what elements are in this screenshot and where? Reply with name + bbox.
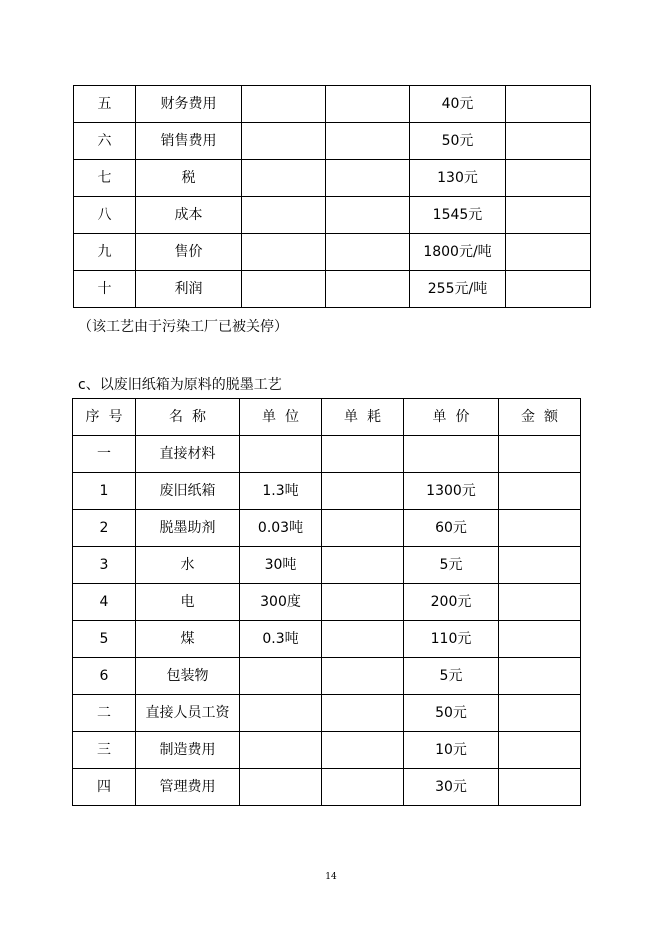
unit-cell: [242, 234, 326, 271]
consumption-cell: [322, 584, 404, 621]
column-header: 单 耗: [322, 399, 404, 436]
price-cell: 50元: [410, 123, 506, 160]
seq-cell: 六: [74, 123, 136, 160]
seq-cell: 6: [73, 658, 136, 695]
deinking-cost-table: [72, 398, 581, 806]
seq-cell: 4: [73, 584, 136, 621]
name-cell: 财务费用: [136, 86, 242, 123]
table-row: [73, 510, 581, 547]
amount-cell: [506, 234, 591, 271]
table-row: [73, 473, 581, 510]
unit-cell: 30吨: [240, 547, 322, 584]
name-cell: 直接人员工资: [136, 695, 240, 732]
table-row: [74, 271, 591, 308]
price-cell: 5元: [404, 547, 499, 584]
consumption-cell: [326, 86, 410, 123]
unit-cell: [240, 436, 322, 473]
price-cell: 110元: [404, 621, 499, 658]
seq-cell: 一: [73, 436, 136, 473]
table-row: [74, 197, 591, 234]
column-header: 单 价: [404, 399, 499, 436]
column-header: 单 位: [240, 399, 322, 436]
price-cell: 130元: [410, 160, 506, 197]
amount-cell: [506, 160, 591, 197]
price-cell: 5元: [404, 658, 499, 695]
header-row: [73, 399, 581, 436]
table-row: [73, 695, 581, 732]
price-cell: 50元: [404, 695, 499, 732]
amount-cell: [499, 769, 581, 806]
deinking-cost-table-body: [73, 436, 581, 806]
name-cell: 销售费用: [136, 123, 242, 160]
deinking-cost-table-header: [73, 399, 581, 436]
seq-cell: 四: [73, 769, 136, 806]
name-cell: 水: [136, 547, 240, 584]
unit-cell: [240, 732, 322, 769]
unit-cell: [242, 197, 326, 234]
price-cell: 60元: [404, 510, 499, 547]
unit-cell: 300度: [240, 584, 322, 621]
amount-cell: [499, 473, 581, 510]
amount-cell: [506, 123, 591, 160]
consumption-cell: [322, 658, 404, 695]
name-cell: 利润: [136, 271, 242, 308]
consumption-cell: [322, 473, 404, 510]
price-cell: 10元: [404, 732, 499, 769]
unit-cell: 1.3吨: [240, 473, 322, 510]
price-cell: [404, 436, 499, 473]
column-header: 名 称: [136, 399, 240, 436]
unit-cell: [240, 658, 322, 695]
seq-cell: 八: [74, 197, 136, 234]
name-cell: 包装物: [136, 658, 240, 695]
price-cell: 1300元: [404, 473, 499, 510]
table-row: [74, 160, 591, 197]
seq-cell: 十: [74, 271, 136, 308]
name-cell: 制造费用: [136, 732, 240, 769]
consumption-cell: [326, 160, 410, 197]
seq-cell: 七: [74, 160, 136, 197]
table-row: [73, 769, 581, 806]
name-cell: 煤: [136, 621, 240, 658]
cost-table-continued-body: [74, 86, 591, 308]
seq-cell: 五: [74, 86, 136, 123]
table-row: [73, 547, 581, 584]
unit-cell: 0.03吨: [240, 510, 322, 547]
amount-cell: [499, 510, 581, 547]
seq-cell: 二: [73, 695, 136, 732]
table-row: [74, 234, 591, 271]
amount-cell: [499, 695, 581, 732]
amount-cell: [499, 732, 581, 769]
amount-cell: [499, 621, 581, 658]
seq-cell: 三: [73, 732, 136, 769]
consumption-cell: [322, 732, 404, 769]
amount-cell: [506, 86, 591, 123]
amount-cell: [506, 197, 591, 234]
table-row: [73, 621, 581, 658]
column-header: 序 号: [73, 399, 136, 436]
name-cell: 成本: [136, 197, 242, 234]
process-note: （该工艺由于污染工厂已被关停）: [78, 319, 288, 335]
amount-cell: [506, 271, 591, 308]
consumption-cell: [326, 123, 410, 160]
price-cell: 30元: [404, 769, 499, 806]
unit-cell: [242, 160, 326, 197]
name-cell: 废旧纸箱: [136, 473, 240, 510]
table-row: [73, 732, 581, 769]
consumption-cell: [322, 621, 404, 658]
consumption-cell: [322, 547, 404, 584]
name-cell: 售价: [136, 234, 242, 271]
seq-cell: 1: [73, 473, 136, 510]
unit-cell: [242, 271, 326, 308]
page-number: 14: [325, 872, 337, 882]
consumption-cell: [322, 695, 404, 732]
amount-cell: [499, 547, 581, 584]
price-cell: 200元: [404, 584, 499, 621]
seq-cell: 九: [74, 234, 136, 271]
seq-cell: 2: [73, 510, 136, 547]
unit-cell: [240, 695, 322, 732]
consumption-cell: [322, 769, 404, 806]
price-cell: 1545元: [410, 197, 506, 234]
price-cell: 1800元/吨: [410, 234, 506, 271]
price-cell: 40元: [410, 86, 506, 123]
table-row: [73, 436, 581, 473]
consumption-cell: [322, 510, 404, 547]
consumption-cell: [326, 234, 410, 271]
price-cell: 255元/吨: [410, 271, 506, 308]
amount-cell: [499, 658, 581, 695]
amount-cell: [499, 436, 581, 473]
section-title: c、以废旧纸箱为原料的脱墨工艺: [78, 377, 282, 393]
name-cell: 电: [136, 584, 240, 621]
name-cell: 直接材料: [136, 436, 240, 473]
seq-cell: 3: [73, 547, 136, 584]
cost-table-continued: [73, 85, 591, 308]
unit-cell: [242, 123, 326, 160]
name-cell: 管理费用: [136, 769, 240, 806]
table-row: [73, 658, 581, 695]
column-header: 金 额: [499, 399, 581, 436]
amount-cell: [499, 584, 581, 621]
consumption-cell: [326, 197, 410, 234]
consumption-cell: [326, 271, 410, 308]
name-cell: 税: [136, 160, 242, 197]
consumption-cell: [322, 436, 404, 473]
table-row: [73, 584, 581, 621]
table-row: [74, 123, 591, 160]
name-cell: 脱墨助剂: [136, 510, 240, 547]
unit-cell: [242, 86, 326, 123]
unit-cell: [240, 769, 322, 806]
unit-cell: 0.3吨: [240, 621, 322, 658]
table-row: [74, 86, 591, 123]
seq-cell: 5: [73, 621, 136, 658]
